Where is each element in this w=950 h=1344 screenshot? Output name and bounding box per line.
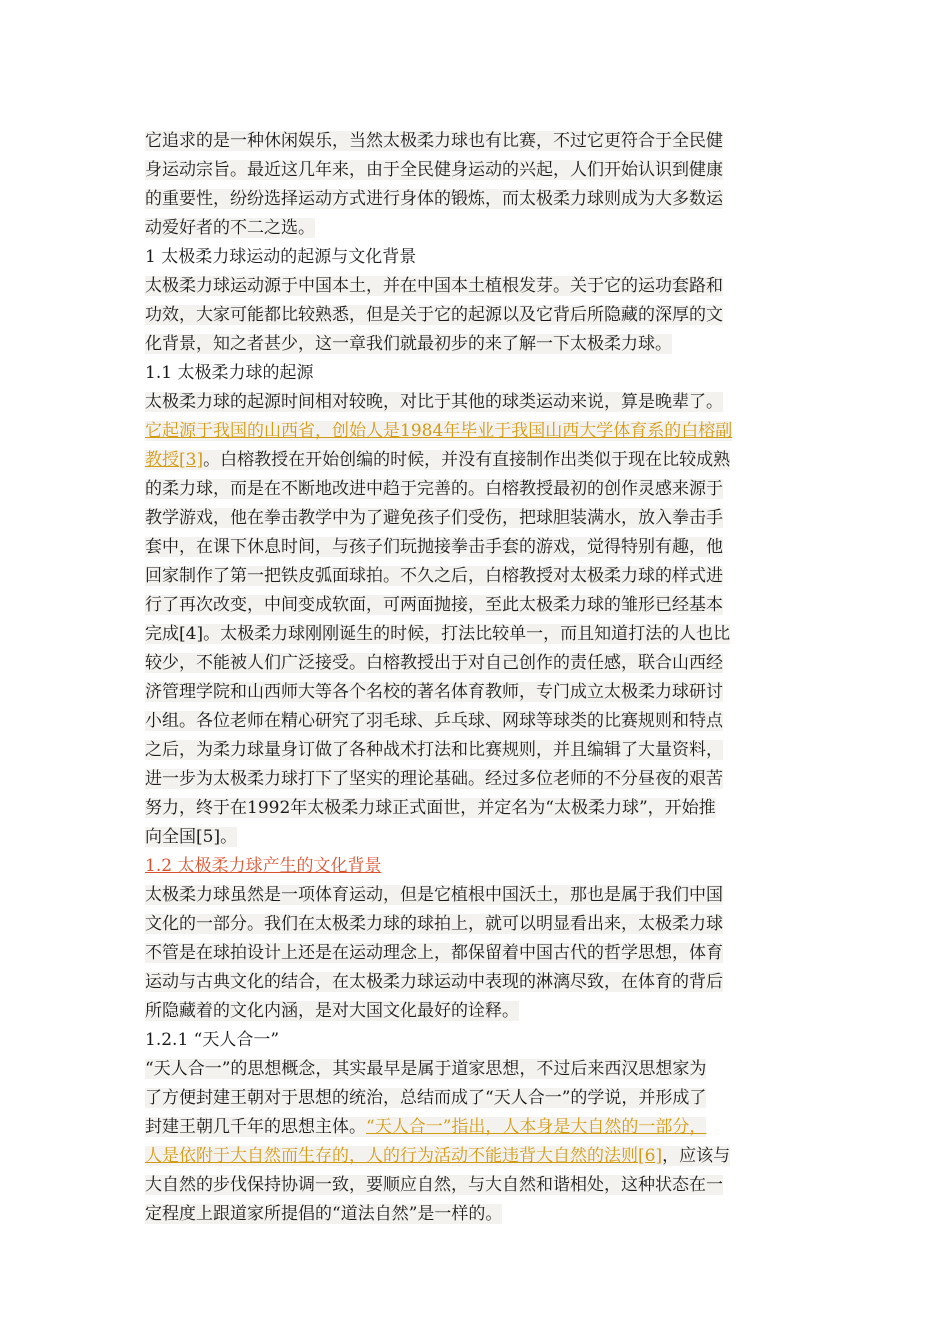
line-content: 进一步为太极柔力球打下了坚实的理论基础。经过多位老师的不分昼夜的艰苦 <box>145 769 723 789</box>
text-line <box>145 1026 810 1055</box>
text-line <box>145 388 810 417</box>
text-line <box>145 359 810 388</box>
text-line <box>145 794 810 823</box>
document-body <box>145 127 810 1229</box>
line-content: 大自然的步伐保持协调一致，要顺应自然，与大自然和谐相处，这种状态在一 <box>145 1175 723 1195</box>
line-content: 不管是在球拍设计上还是在运动理念上，都保留着中国古代的哲学思想，体育 <box>145 943 723 963</box>
line-content <box>145 450 730 470</box>
highlighted-citation: “天人合一”指出，人本身是大自然的一部分， <box>366 1117 707 1137</box>
text-line <box>145 533 810 562</box>
text-line <box>145 1055 810 1084</box>
text-line <box>145 272 810 301</box>
text-line <box>145 591 810 620</box>
text-segment: ，应该与 <box>662 1146 731 1166</box>
line-content: 1 太极柔力球运动的起源与文化背景 <box>145 247 417 267</box>
line-content: 1.2.1 “天人合一” <box>145 1030 280 1050</box>
line-content: 回家制作了第一把铁皮弧面球拍。不久之后，白榕教授对太极柔力球的样式进 <box>145 566 723 586</box>
highlighted-citation: 人是依附于大自然而生存的，人的行为活动不能违背大自然的法则[6] <box>145 1146 663 1166</box>
line-content <box>145 856 381 876</box>
line-content: 小组。各位老师在精心研究了羽毛球、乒乓球、网球等球类的比赛规则和特点 <box>145 711 723 731</box>
line-content: 行了再次改变，中间变成软面，可两面抛接，至此太极柔力球的雏形已经基本 <box>145 595 723 615</box>
line-content: 化背景，知之者甚少，这一章我们就最初步的来了解一下太极柔力球。 <box>145 334 672 354</box>
line-content: 济管理学院和山西师大等各个名校的著名体育教师，专门成立太极柔力球研讨 <box>145 682 723 702</box>
text-line <box>145 1084 810 1113</box>
line-content: 太极柔力球的起源时间相对较晚，对比于其他的球类运动来说，算是晚辈了。 <box>145 392 723 412</box>
text-line <box>145 678 810 707</box>
text-line <box>145 997 810 1026</box>
text-line <box>145 765 810 794</box>
text-line <box>145 330 810 359</box>
line-content: 功效，大家可能都比较熟悉，但是关于它的起源以及它背后所隐藏的深厚的文 <box>145 305 723 325</box>
highlighted-citation: 1.2 太极柔力球产生的文化背景 <box>145 856 382 876</box>
text-segment: 封建王朝几千年的思想主体。 <box>145 1117 366 1137</box>
text-line <box>145 968 810 997</box>
text-line <box>145 504 810 533</box>
text-line <box>145 910 810 939</box>
text-line <box>145 1171 810 1200</box>
text-line <box>145 649 810 678</box>
text-line <box>145 185 810 214</box>
text-line <box>145 736 810 765</box>
line-content: 1.1 太极柔力球的起源 <box>145 363 314 383</box>
text-line <box>145 214 810 243</box>
text-line <box>145 1113 810 1142</box>
line-content: 动爱好者的不二之选。 <box>145 218 315 238</box>
line-content: 了方便封建王朝对于思想的统治，总结而成了“天人合一”的学说，并形成了 <box>145 1088 707 1108</box>
line-content: 的重要性，纷纷选择运动方式进行身体的锻炼，而太极柔力球则成为大多数运 <box>145 189 723 209</box>
text-line <box>145 446 810 475</box>
text-line <box>145 707 810 736</box>
text-line <box>145 243 810 272</box>
text-line <box>145 475 810 504</box>
line-content: 运动与古典文化的结合，在太极柔力球运动中表现的淋漓尽致，在体育的背后 <box>145 972 723 992</box>
line-content <box>145 421 732 441</box>
line-content: 向全国[5]。 <box>145 827 238 847</box>
text-line <box>145 1200 810 1229</box>
text-line <box>145 852 810 881</box>
line-content: 教学游戏，他在拳击教学中为了避免孩子们受伤，把球胆装满水，放入拳击手 <box>145 508 723 528</box>
line-content: 定程度上跟道家所提倡的“道法自然”是一样的。 <box>145 1204 503 1224</box>
line-content: 所隐藏着的文化内涵，是对大国文化最好的诠释。 <box>145 1001 519 1021</box>
line-content: “天人合一”的思想概念，其实最早是属于道家思想，不过后来西汉思想家为 <box>145 1059 707 1079</box>
text-line <box>145 1142 810 1171</box>
text-line <box>145 156 810 185</box>
line-content: 它追求的是一种休闲娱乐，当然太极柔力球也有比赛，不过它更符合于全民健 <box>145 131 723 151</box>
line-content: 完成[4]。太极柔力球刚刚诞生的时候，打法比较单一，而且知道打法的人也比 <box>145 624 731 644</box>
line-content: 较少，不能被人们广泛接受。白榕教授出于对自己创作的责任感，联合山西经 <box>145 653 723 673</box>
text-line <box>145 823 810 852</box>
line-content: 太极柔力球虽然是一项体育运动，但是它植根中国沃土，那也是属于我们中国 <box>145 885 723 905</box>
line-content <box>145 1117 706 1137</box>
line-content: 文化的一部分。我们在太极柔力球的球拍上，就可以明显看出来，太极柔力球 <box>145 914 723 934</box>
line-content: 努力，终于在1992年太极柔力球正式面世，并定名为“太极柔力球”，开始推 <box>145 798 716 818</box>
line-content: 身运动宗旨。最近这几年来，由于全民健身运动的兴起，人们开始认识到健康 <box>145 160 723 180</box>
text-line <box>145 127 810 156</box>
text-line <box>145 562 810 591</box>
line-content <box>145 1146 730 1166</box>
text-segment: 。白榕教授在开始创编的时候，并没有直接制作出类似于现在比较成熟 <box>203 450 731 470</box>
text-line <box>145 620 810 649</box>
line-content: 套中，在课下休息时间，与孩子们玩抛接拳击手套的游戏，觉得特别有趣，他 <box>145 537 723 557</box>
line-content: 太极柔力球运动源于中国本土，并在中国本土植根发芽。关于它的运功套路和 <box>145 276 723 296</box>
text-line <box>145 301 810 330</box>
text-line <box>145 417 810 446</box>
text-line <box>145 881 810 910</box>
text-line <box>145 939 810 968</box>
line-content: 之后，为柔力球量身订做了各种战术打法和比赛规则，并且编辑了大量资料， <box>145 740 723 760</box>
highlighted-citation: 它起源于我国的山西省，创始人是1984年毕业于我国山西大学体育系的白榕副 <box>145 421 733 441</box>
highlighted-citation: 教授[3] <box>145 450 204 470</box>
line-content: 的柔力球，而是在不断地改进中趋于完善的。白榕教授最初的创作灵感来源于 <box>145 479 723 499</box>
